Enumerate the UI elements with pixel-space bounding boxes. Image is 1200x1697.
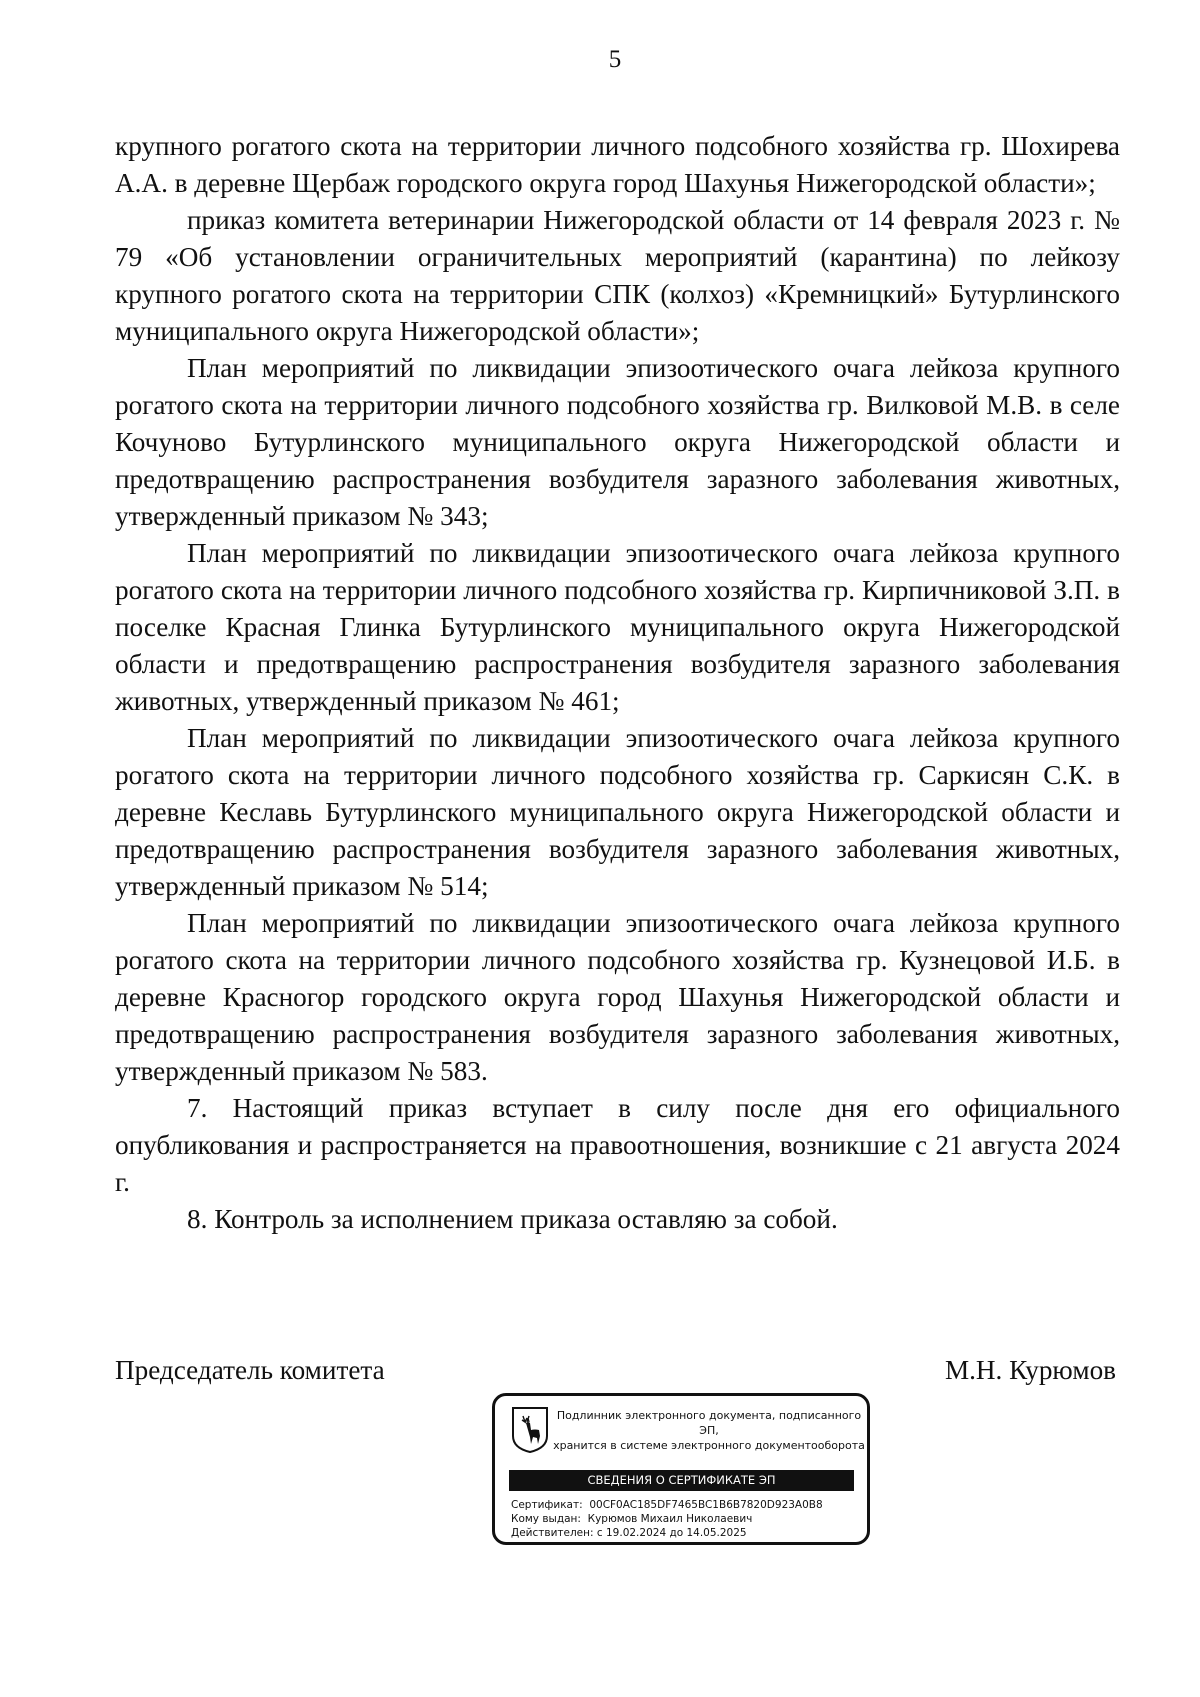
paragraph-plan-343: План мероприятий по ликвидации эпизоотического очага лейкоза крупного рогатого скота на территории личного подсобного хозяйства гр. Вилковой М.В. в селе Кочуново Бутурлинского муниципального округа Нижегородской области и предотвращению распространения возбудителя заразного заболевания животных, утвержденный приказом № 343; <box>115 353 1120 531</box>
page-number: 5 <box>608 46 622 73</box>
certificate-details <box>511 1498 823 1540</box>
issued-to-value: Курюмов Михаил Николаевич <box>587 1513 753 1525</box>
paragraph-plan-461: План мероприятий по ликвидации эпизоотического очага лейкоза крупного рогатого скота на территории личного подсобного хозяйства гр. Кирпичниковой З.П. в поселке Красная Глинка Бутурлинского муниципального округа Нижегородской области и предотвращению распространения возбудителя заразного заболевания животных, утвержденный приказом № 461; <box>115 538 1120 716</box>
stamp-header-line-2: хранится в системе электронного документооборота <box>553 1439 865 1452</box>
issued-to-label: Кому выдан: <box>511 1513 581 1525</box>
paragraph-item-8: 8. Контроль за исполнением приказа оставляю за собой. <box>187 1204 838 1234</box>
deer-coat-of-arms-icon <box>511 1406 549 1454</box>
signatory-title: Председатель комитета <box>115 1355 385 1385</box>
paragraph-item-7: 7. Настоящий приказ вступает в силу после дня его официального опубликования и распространяется на правоотношения, возникшие с 21 августа 2024 г. <box>115 1093 1120 1197</box>
validity-value: с 19.02.2024 до 14.05.2025 <box>596 1527 747 1539</box>
certificate-value: 00CF0AC185DF7465BC1B6B7820D923A0B8 <box>589 1499 823 1511</box>
paragraph-plan-514: План мероприятий по ликвидации эпизоотического очага лейкоза крупного рогатого скота на территории личного подсобного хозяйства гр. Саркисян С.К. в деревне Кеславь Бутурлинского муниципального округа Нижегородской области и предотвращению распространения возбудителя заразного заболевания животных, утвержденный приказом № 514; <box>115 723 1120 901</box>
document-body <box>115 128 1120 1238</box>
stamp-header <box>553 1408 865 1453</box>
signatory-name: М.Н. Курюмов <box>944 1355 1116 1385</box>
stamp-header-line-1: Подлинник электронного документа, подписанного ЭП, <box>556 1409 862 1437</box>
validity-label: Действителен: <box>511 1527 594 1539</box>
validity-row <box>511 1526 823 1540</box>
certificate-row <box>511 1498 823 1512</box>
certificate-label: Сертификат: <box>511 1499 583 1511</box>
issued-to-row <box>511 1512 823 1526</box>
certificate-info-bar: СВЕДЕНИЯ О СЕРТИФИКАТЕ ЭП <box>509 1470 854 1491</box>
paragraph-continuation: крупного рогатого скота на территории личного подсобного хозяйства гр. Шохирева А.А. в деревне Щербаж городского округа город Шахунья Нижегородской области»; <box>115 131 1120 198</box>
paragraph-order-79: приказ комитета ветеринарии Нижегородской области от 14 февраля 2023 г. № 79 «Об установлении ограничительных мероприятий (карантина) по лейкозу крупного рогатого скота на территории СПК (колхоз) «Кремницкий» Бутурлинского муниципального округа Нижегородской области»; <box>115 205 1120 346</box>
electronic-signature-stamp <box>492 1393 870 1545</box>
paragraph-plan-583: План мероприятий по ликвидации эпизоотического очага лейкоза крупного рогатого скота на территории личного подсобного хозяйства гр. Кузнецовой И.Б. в деревне Красногор городского округа город Шахунья Нижегородской области и предотвращению распространения возбудителя заразного заболевания животных, утвержденный приказом № 583. <box>115 908 1120 1086</box>
